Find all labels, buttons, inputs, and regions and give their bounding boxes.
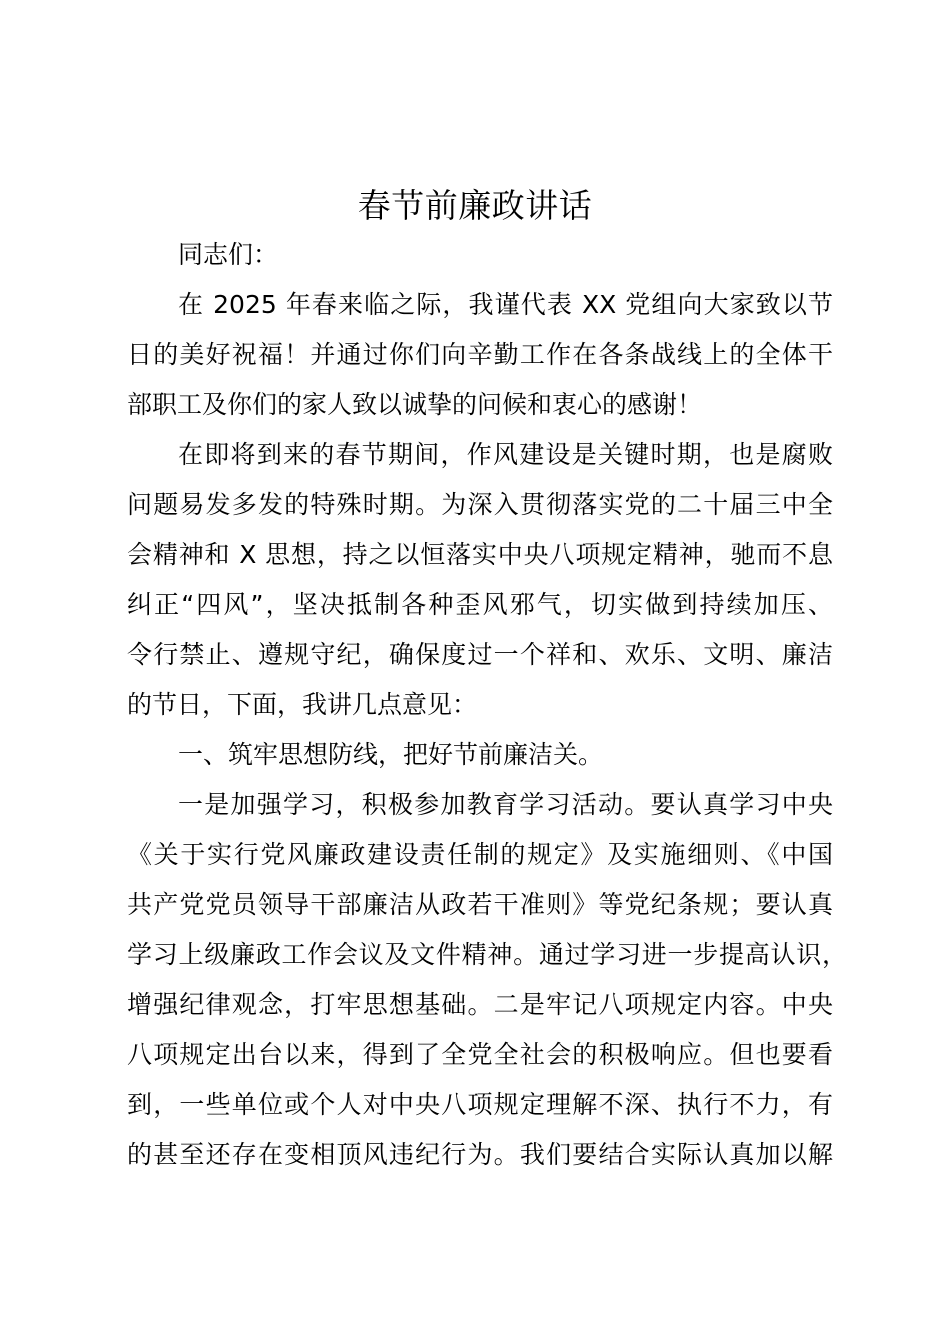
document-title: 春节前廉政讲话 bbox=[357, 186, 593, 225]
text-line: 的甚至还存在变相顶风违纪行为。我们要结合实际认真加以解 bbox=[127, 1140, 833, 1169]
text-line: 令行禁止、遵规守纪，确保度过一个祥和、欢乐、文明、廉洁 bbox=[127, 640, 833, 669]
text-line: 纠正“四风”，坚决抵制各种歪风邪气，切实做到持续加压、 bbox=[127, 590, 833, 619]
text-line: 的节日，下面，我讲几点意见： bbox=[127, 690, 478, 719]
text-line: 到，一些单位或个人对中央八项规定理解不深、执行不力，有 bbox=[127, 1090, 833, 1119]
text-line: 学习上级廉政工作会议及文件精神。通过学习进一步提高认识， bbox=[127, 940, 847, 969]
text-line: 在 2025 年春来临之际，我谨代表 XX 党组向大家致以节 bbox=[178, 290, 833, 319]
text-line: 会精神和 X 思想，持之以恒落实中央八项规定精神，驰而不息 bbox=[127, 540, 833, 569]
text-line: 问题易发多发的特殊时期。为深入贯彻落实党的二十届三中全 bbox=[127, 490, 833, 519]
section-heading: 一、筑牢思想防线，把好节前廉洁关。 bbox=[178, 740, 604, 769]
text-line: 日的美好祝福！并通过你们向辛勤工作在各条战线上的全体干 bbox=[127, 340, 833, 369]
text-line: 部职工及你们的家人致以诚挚的问候和衷心的感谢！ bbox=[127, 390, 703, 419]
salutation: 同志们： bbox=[178, 240, 279, 269]
text-line: 在即将到来的春节期间，作风建设是关键时期，也是腐败 bbox=[178, 440, 833, 469]
text-line: 增强纪律观念，打牢思想基础。二是牢记八项规定内容。中央 bbox=[127, 990, 833, 1019]
text-line: 共产党党员领导干部廉洁从政若干准则》等党纪条规；要认真 bbox=[127, 890, 833, 919]
text-line: 八项规定出台以来，得到了全党全社会的积极响应。但也要看 bbox=[127, 1040, 833, 1069]
text-line: 《关于实行党风廉政建设责任制的规定》及实施细则、《中国 bbox=[127, 840, 833, 869]
text-line: 一是加强学习，积极参加教育学习活动。要认真学习中央 bbox=[178, 790, 833, 819]
